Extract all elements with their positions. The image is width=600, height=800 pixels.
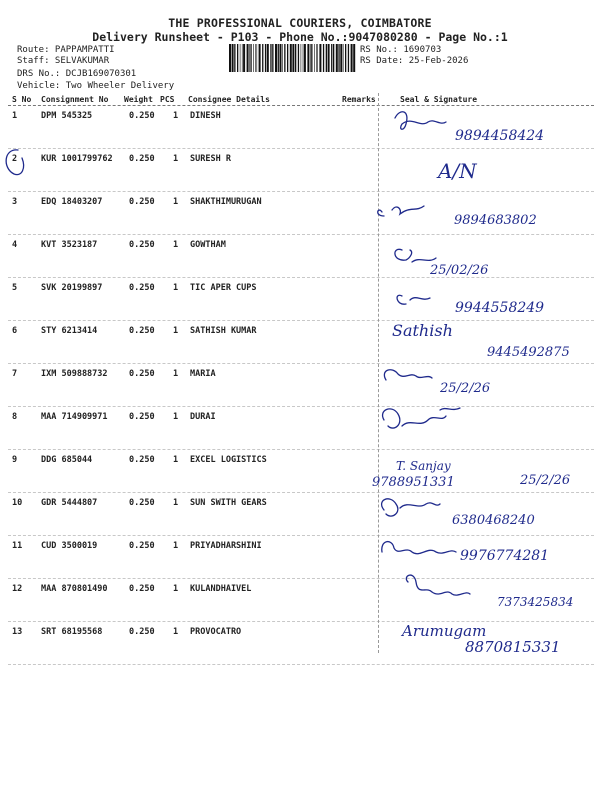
row-weight: 0.250	[129, 498, 155, 508]
barcode-bar	[262, 44, 263, 72]
barcode-bar	[247, 44, 249, 72]
col-seal: Seal & Signature	[400, 95, 478, 104]
barcode-bar	[255, 44, 256, 72]
signature-13-name: Arumugam	[402, 622, 487, 640]
col-sno: S No	[12, 95, 32, 104]
barcode-bar	[336, 44, 338, 72]
barcode-bar	[253, 44, 254, 72]
barcode-bar	[292, 44, 294, 72]
barcode-bar	[310, 44, 311, 72]
row-consignment: MAA 714909971	[41, 412, 108, 422]
barcode-bar	[316, 44, 317, 72]
barcode-bar	[287, 44, 288, 72]
barcode-bar	[323, 44, 324, 72]
row-sno: 8	[12, 412, 18, 422]
row-pcs: 1	[173, 111, 179, 121]
table-row	[8, 579, 594, 622]
row-pcs: 1	[173, 154, 179, 164]
table-body	[8, 106, 594, 665]
barcode-bar	[348, 44, 349, 72]
row-consignee: DURAI	[190, 412, 216, 422]
row-pcs: 1	[173, 240, 179, 250]
barcode-bar	[275, 44, 277, 72]
row-consignment: DPM 545325	[41, 111, 93, 121]
table-row	[8, 407, 594, 450]
barcode-bar	[326, 44, 327, 72]
row-consignment: KUR 1001799762	[41, 154, 113, 164]
barcode-bar	[340, 44, 342, 72]
signature-9-name: T. Sanjay	[396, 459, 451, 473]
table-row	[8, 364, 594, 407]
barcode-image	[229, 44, 356, 72]
row-consignee: GOWTHAM	[190, 240, 226, 250]
runsheet-subtitle: Delivery Runsheet - P103 - Phone No.:9047080280 - Page No.:1	[92, 30, 508, 44]
row-weight: 0.250	[129, 627, 155, 637]
barcode-bar	[278, 44, 279, 72]
row-consignee: SATHISH KUMAR	[190, 326, 257, 336]
table-row	[8, 450, 594, 493]
barcode-bar	[290, 44, 292, 72]
row-consignee: KULANDHAIVEL	[190, 584, 252, 594]
signature-6-name: Sathish	[392, 321, 453, 340]
row-sno: 3	[12, 197, 18, 207]
barcode-bar	[319, 44, 321, 72]
table-header	[8, 93, 594, 106]
barcode-bar	[301, 44, 302, 72]
barcode-bar	[270, 44, 271, 72]
signature-9-date: 25/2/26	[520, 473, 571, 488]
row-pcs: 1	[173, 283, 179, 293]
barcode-bar	[328, 44, 330, 72]
table-row	[8, 536, 594, 579]
row-sno: 9	[12, 455, 18, 465]
row-consignee: PRIYADHARSHINI	[190, 541, 262, 551]
row-pcs: 1	[173, 541, 179, 551]
table-row	[8, 149, 594, 192]
barcode-bar	[345, 44, 346, 72]
barcode-bar	[249, 44, 250, 72]
row-weight: 0.250	[129, 283, 155, 293]
row-weight: 0.250	[129, 240, 155, 250]
row-weight: 0.250	[129, 111, 155, 121]
barcode-bar	[229, 44, 231, 72]
barcode-bar	[351, 44, 353, 72]
row-pcs: 1	[173, 197, 179, 207]
row-consignee: SURESH R	[190, 154, 231, 164]
row-sno: 2	[12, 154, 18, 164]
signature-6-phone: 9445492875	[487, 345, 570, 360]
signature-11-phone: 9976774281	[460, 548, 550, 564]
column-divider	[378, 93, 379, 653]
barcode-bar	[242, 44, 243, 72]
barcode-bar	[272, 44, 273, 72]
col-consignment: Consignment No	[41, 95, 109, 104]
row-weight: 0.250	[129, 412, 155, 422]
barcode-bar	[243, 44, 245, 72]
row-sno: 12	[12, 584, 23, 594]
signature-3-phone: 9894683802	[454, 213, 537, 228]
rs-number-label: RS No.: 1690703	[360, 45, 442, 55]
barcode-bar	[284, 44, 285, 72]
row-weight: 0.250	[129, 369, 155, 379]
row-weight: 0.250	[129, 584, 155, 594]
table-row	[8, 622, 594, 665]
barcode-bar	[307, 44, 309, 72]
barcode-bar	[267, 44, 269, 72]
row-pcs: 1	[173, 326, 179, 336]
row-consignment: MAA 870801490	[41, 584, 108, 594]
col-weight: Weight	[124, 95, 153, 104]
row-consignment: IXM 509888732	[41, 369, 108, 379]
row-consignment: KVT 3523187	[41, 240, 98, 250]
barcode-bar	[311, 44, 312, 72]
signature-10-phone: 6380468240	[452, 513, 535, 528]
signature-7-date: 25/2/26	[440, 381, 491, 396]
barcode-bar	[257, 44, 258, 72]
row-consignee: SUN SWITH GEARS	[190, 498, 267, 508]
row-sno: 6	[12, 326, 18, 336]
barcode-bar	[259, 44, 261, 72]
rs-date-label: RS Date: 25-Feb-2026	[360, 56, 469, 66]
route-label: Route: PAPPAMPATTI	[17, 45, 115, 55]
barcode-bar	[343, 44, 344, 72]
barcode-bar	[280, 44, 282, 72]
barcode-bar	[317, 44, 318, 72]
barcode-bar	[265, 44, 266, 72]
barcode-bar	[232, 44, 234, 72]
barcode-bar	[298, 44, 299, 72]
row-weight: 0.250	[129, 197, 155, 207]
col-consignee: Consignee Details	[188, 95, 270, 104]
barcode-bar	[240, 44, 241, 72]
signature-4-date: 25/02/26	[430, 263, 489, 278]
staff-label: Staff: SELVAKUMAR	[17, 56, 110, 66]
row-consignment: STY 6213414	[41, 326, 98, 336]
row-weight: 0.250	[129, 326, 155, 336]
row-sno: 13	[12, 627, 23, 637]
row-sno: 4	[12, 240, 18, 250]
row-pcs: 1	[173, 627, 179, 637]
signature-12-phone: 7373425834	[497, 595, 574, 609]
row-consignee: PROVOCATRO	[190, 627, 242, 637]
table-row	[8, 106, 594, 149]
table-row	[8, 321, 594, 364]
signature-13-phone: 8870815331	[465, 638, 561, 656]
row-pcs: 1	[173, 412, 179, 422]
row-consignment: DDG 685044	[41, 455, 93, 465]
row-sno: 7	[12, 369, 18, 379]
barcode-bar	[314, 44, 315, 72]
row-weight: 0.250	[129, 455, 155, 465]
barcode-bar	[250, 44, 251, 72]
barcode-bar	[237, 44, 238, 72]
barcode-bar	[282, 44, 283, 72]
row-sno: 1	[12, 111, 18, 121]
barcode-bar	[304, 44, 306, 72]
drs-label: DRS No.: DCJB169070301	[17, 69, 137, 79]
table-row	[8, 235, 594, 278]
row-sno: 10	[12, 498, 23, 508]
barcode-bar	[353, 44, 355, 72]
barcode-bar	[295, 44, 296, 72]
row-pcs: 1	[173, 584, 179, 594]
row-consignee: EXCEL LOGISTICS	[190, 455, 267, 465]
table-row	[8, 278, 594, 321]
company-title: THE PROFESSIONAL COURIERS, COIMBATORE	[168, 16, 432, 30]
row-pcs: 1	[173, 369, 179, 379]
row-consignment: EDQ 18403207	[41, 197, 103, 207]
barcode-bar	[303, 44, 304, 72]
row-sno: 11	[12, 541, 23, 551]
col-remarks: Remarks	[342, 95, 376, 104]
signature-5-phone: 9944558249	[455, 300, 545, 316]
row-consignment: SRT 68195568	[41, 627, 103, 637]
row-weight: 0.250	[129, 541, 155, 551]
row-pcs: 1	[173, 498, 179, 508]
signature-9-phone: 9788951331	[372, 475, 455, 490]
row-weight: 0.250	[129, 154, 155, 164]
row-consignee: SHAKTHIMURUGAN	[190, 197, 262, 207]
table-row	[8, 192, 594, 235]
row-consignee: MARIA	[190, 369, 216, 379]
row-consignment: GDR 5444807	[41, 498, 98, 508]
barcode-bar	[338, 44, 339, 72]
row-pcs: 1	[173, 455, 179, 465]
vehicle-label: Vehicle: Two Wheeler Delivery	[17, 81, 175, 91]
barcode-bar	[333, 44, 334, 72]
signature-1-phone: 9894458424	[455, 128, 545, 144]
table-row	[8, 493, 594, 536]
row-consignment: CUD 3500019	[41, 541, 98, 551]
row-consignee: TIC APER CUPS	[190, 283, 257, 293]
barcode-bar	[234, 44, 235, 72]
col-pcs: PCS	[160, 95, 175, 104]
row-consignee: DINESH	[190, 111, 221, 121]
barcode-bar	[331, 44, 332, 72]
signature-2-mark: A/N	[438, 159, 477, 183]
runsheet-table	[8, 93, 594, 665]
row-sno: 5	[12, 283, 18, 293]
row-consignment: SVK 20199897	[41, 283, 103, 293]
